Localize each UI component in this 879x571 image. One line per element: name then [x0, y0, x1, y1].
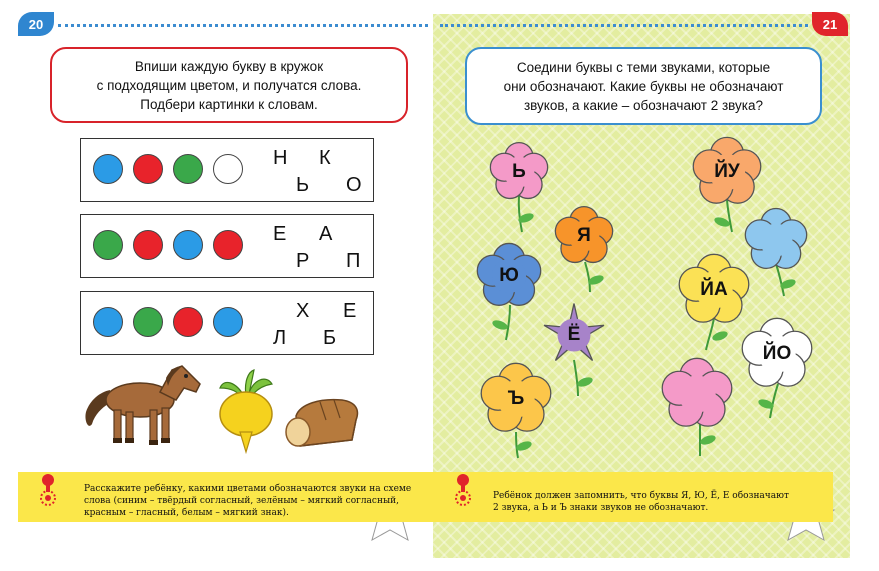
letter: Х [296, 300, 310, 322]
parent-note-right [433, 472, 833, 522]
task-line: они обозначают. Какие буквы не обозначают [503, 78, 784, 94]
letter: Е [273, 223, 287, 245]
letter: А [319, 223, 333, 245]
bread-picture[interactable] [286, 400, 357, 446]
task-line: Соедини буквы с теми звуками, которые [516, 59, 771, 75]
flower-label: ЙА [700, 279, 728, 300]
page-number-left: 20 [18, 12, 54, 36]
note-line: Расскажите ребёнку, какими цветами обозначаются звуки на схеме [84, 484, 412, 494]
horse-picture[interactable] [85, 366, 200, 445]
flower-label: Ё [567, 324, 581, 345]
letter: П [346, 250, 361, 272]
flower-label: Я [577, 225, 591, 246]
parent-note-left [18, 472, 434, 522]
note-line: красным – гласный, белым – мягкий знак). [84, 508, 289, 518]
task-box-right [465, 47, 822, 125]
letter: О [346, 174, 362, 196]
letter: Л [273, 327, 287, 349]
turnip-picture[interactable] [220, 370, 272, 452]
note-line: слова (синим – твёрдый согласный, зелёным – мягкий согласный, [84, 496, 399, 506]
letter: Е [343, 300, 357, 322]
flower-center [760, 224, 793, 257]
flower[interactable] [745, 209, 806, 269]
flower-label: Ъ [507, 388, 525, 409]
task-line: звуков, а какие – обозначают 2 звука? [523, 97, 764, 113]
letter: Б [323, 327, 337, 349]
flower[interactable] [662, 358, 732, 426]
flower-label: Ь [512, 161, 526, 182]
letter: К [319, 147, 331, 169]
flower-label: ЙУ [714, 161, 740, 182]
letter: Ь [296, 174, 310, 196]
note-line: 2 звука, а Ь и Ъ знаки звуков не обозначают. [493, 503, 709, 513]
task-line: с подходящим цветом, и получатся слова. [96, 77, 362, 93]
flower-label: ЙО [762, 343, 792, 364]
exclamation-icon [33, 472, 63, 508]
note-line: Ребёнок должен запомнить, что буквы Я, Ю, Ё, Е обозначают [493, 491, 789, 501]
task-line: Подбери картинки к словам. [140, 96, 318, 112]
flower-label: Ю [499, 265, 519, 286]
letter: Н [273, 147, 288, 169]
flower-center [678, 375, 715, 412]
page-number-right: 21 [812, 12, 848, 36]
letter: Р [296, 250, 310, 272]
task-line: Впиши каждую букву в кружок [134, 58, 324, 74]
exclamation-icon [448, 472, 478, 508]
